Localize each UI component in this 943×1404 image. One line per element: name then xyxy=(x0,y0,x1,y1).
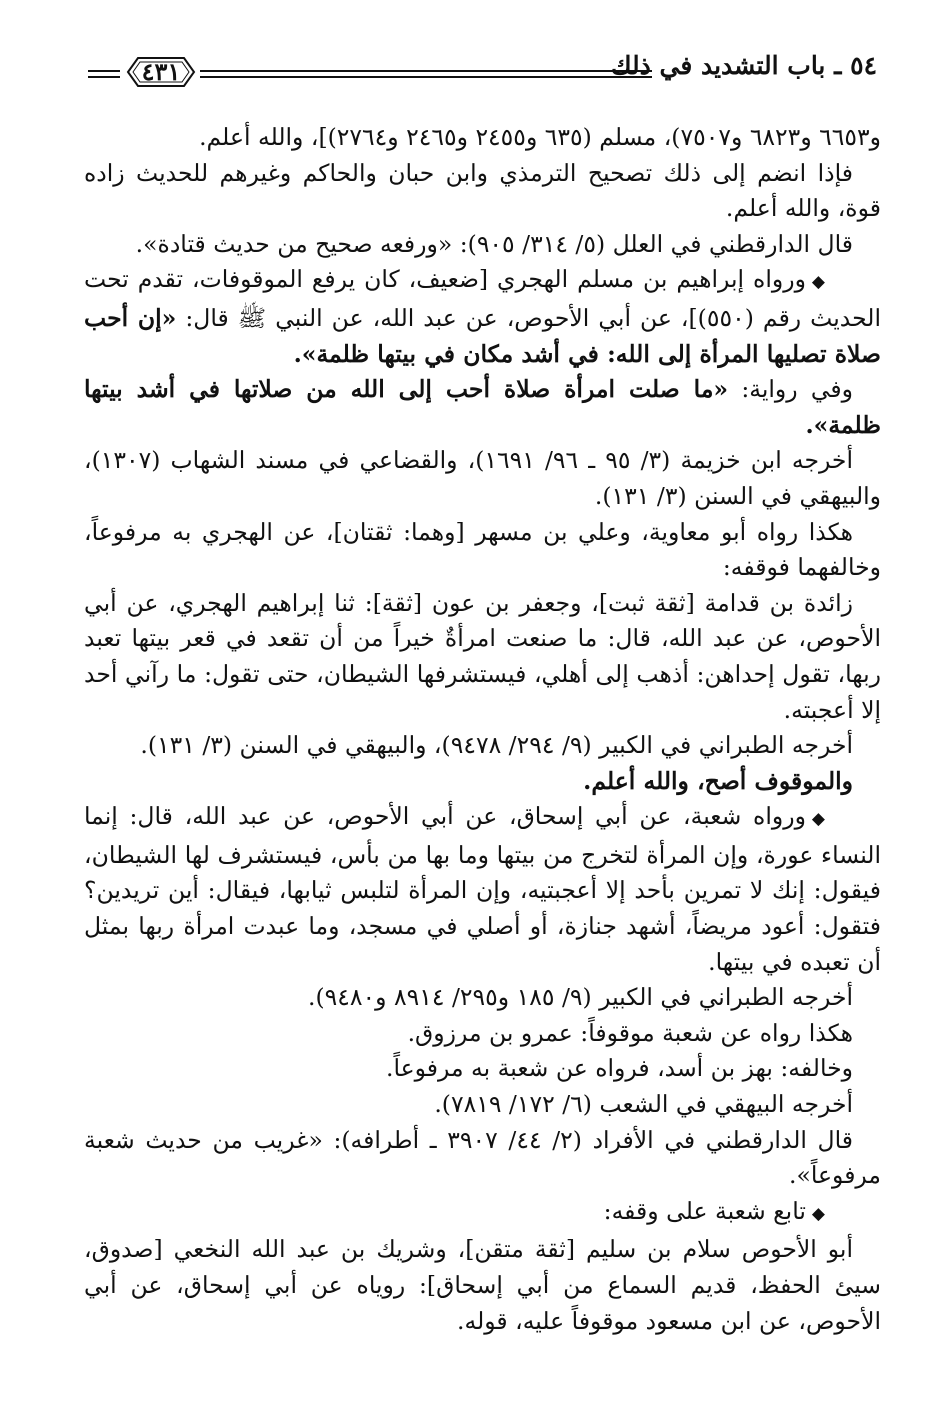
paragraph: هكذا رواه عن شعبة موقوفاً: عمرو بن مرزوق. xyxy=(407,1018,853,1047)
header-rule xyxy=(200,76,652,78)
page-header xyxy=(88,48,877,102)
header-rule xyxy=(200,70,652,72)
header-rule xyxy=(88,76,120,78)
page-number: ٤٣١ xyxy=(141,57,181,86)
paragraph: فإذا انضم إلى ذلك تصحيح الترمذي وابن حبان والحاكم وغيرهم للحديث زاده قوة، والله أعلم. xyxy=(84,158,881,223)
paragraph: وفي رواية: «ما صلت امرأة صلاة أحب إلى الله من صلاتها في أشد بيتها ظلمة». xyxy=(84,375,881,439)
paragraph: ◆ورواه شعبة، عن أبي إسحاق، عن أبي الأحوص، عن عبد الله، قال: إنما النساء عورة، وإن المرأة لتخرج من بيتها وما بها من بأس، فيستشرف لها الشيطان، فيقول: إنك لا تمرين بأحد إلا أعجبتيه، وإن المرأة لتلبس ثيابها، فيقال: أين تريدين؟ فتقول: أعود مريضاً، أشهد جنازة، أو أصلي في مسجد، وما عبدت امرأة ربها بمثل أن تعبده في بيتها. xyxy=(84,802,881,976)
paragraph: هكذا رواه أبو معاوية، وعلي بن مسهر [وهما: ثقتان]، عن الهجري به مرفوعاً، وخالفهما فوقفه: xyxy=(84,517,881,582)
header-rule xyxy=(88,70,120,72)
chapter-title: ٥٤ ـ باب التشديد في ذلك xyxy=(610,51,877,80)
paragraph: أخرجه ابن خزيمة (٣/ ٩٥ ـ ٩٦/ ١٦٩١)، والقضاعي في مسند الشهاب (١٣٠٧)، والبيهقي في السنن (٣/ ١٣١). xyxy=(84,446,881,510)
paragraph: ◆ورواه إبراهيم بن مسلم الهجري [ضعيف، كان يرفع الموقوفات، تقدم تحت الحديث رقم (٥٥٠)]، عن أبي الأحوص، عن عبد الله، عن النبي ﷺ قال: «إن أحب صلاة تصليها المرأة إلى الله: في أشد مكان في بيتها ظلمة». xyxy=(84,265,881,368)
page-number-badge xyxy=(126,54,196,90)
page-body xyxy=(84,120,881,1339)
paragraph: ◆تابع شعبة على وقفه: xyxy=(84,1194,881,1233)
paragraph: زائدة بن قدامة [ثقة ثبت]، وجعفر بن عون [ثقة]: ثنا إبراهيم الهجري، عن أبي الأحوص، عن عبد الله، قال: ما صنعت امرأةٌ خيراً من أن تقعد في قعر بيتها تعبد ربها، تقول إحداهن: أذهب إلى أهلي، فيستشرفها الشيطان، حتى تقول: ما رآني أحد إلا أعجبته. xyxy=(84,588,881,724)
paragraph: و٦٦٥٣ و٦٨٢٣ و٧٥٠٧)، مسلم (٦٣٥ و٢٤٥٥ و٢٤٦٥ و٢٧٦٤)]، والله أعلم. xyxy=(199,123,881,151)
paragraph: أخرجه الطبراني في الكبير (٩/ ٢٩٤/ ٩٤٧٨)، والبيهقي في السنن (٣/ ١٣١). xyxy=(140,731,853,760)
diamond-bullet-icon: ◆ xyxy=(811,272,825,293)
paragraph: قال الدارقطني في الأفراد (٢/ ٤٤/ ٣٩٠٧ ـ أطرافه): «غريب من حديث شعبة مرفوعاً». xyxy=(84,1125,881,1190)
paragraph: أخرجه البيهقي في الشعب (٦/ ١٧٢/ ٧٨١٩). xyxy=(434,1090,853,1119)
diamond-bullet-icon: ◆ xyxy=(811,1203,825,1224)
paragraph: أخرجه الطبراني في الكبير (٩/ ١٨٥ و٢٩٥/ ٨٩١٤ و٩٤٨٠). xyxy=(308,983,853,1012)
paragraph: أبو الأحوص سلام بن سليم [ثقة متقن]، وشريك بن عبد الله النخعي [صدوق، سيئ الحفظ، قديم السماع من أبي إسحاق]: روياه عن أبي إسحاق، عن أبي الأحوص، عن ابن مسعود موقوفاً عليه، قوله. xyxy=(84,1235,881,1335)
paragraph: قال الدارقطني في العلل (٥/ ٣١٤/ ٩٠٥): «ورفعه صحيح من حديث قتادة». xyxy=(135,229,853,258)
paragraph: وخالفه: بهز بن أسد، فرواه عن شعبة به مرفوعاً. xyxy=(385,1054,853,1083)
diamond-bullet-icon: ◆ xyxy=(811,809,825,830)
paragraph: والموقوف أصح، والله أعلم. xyxy=(583,766,853,795)
